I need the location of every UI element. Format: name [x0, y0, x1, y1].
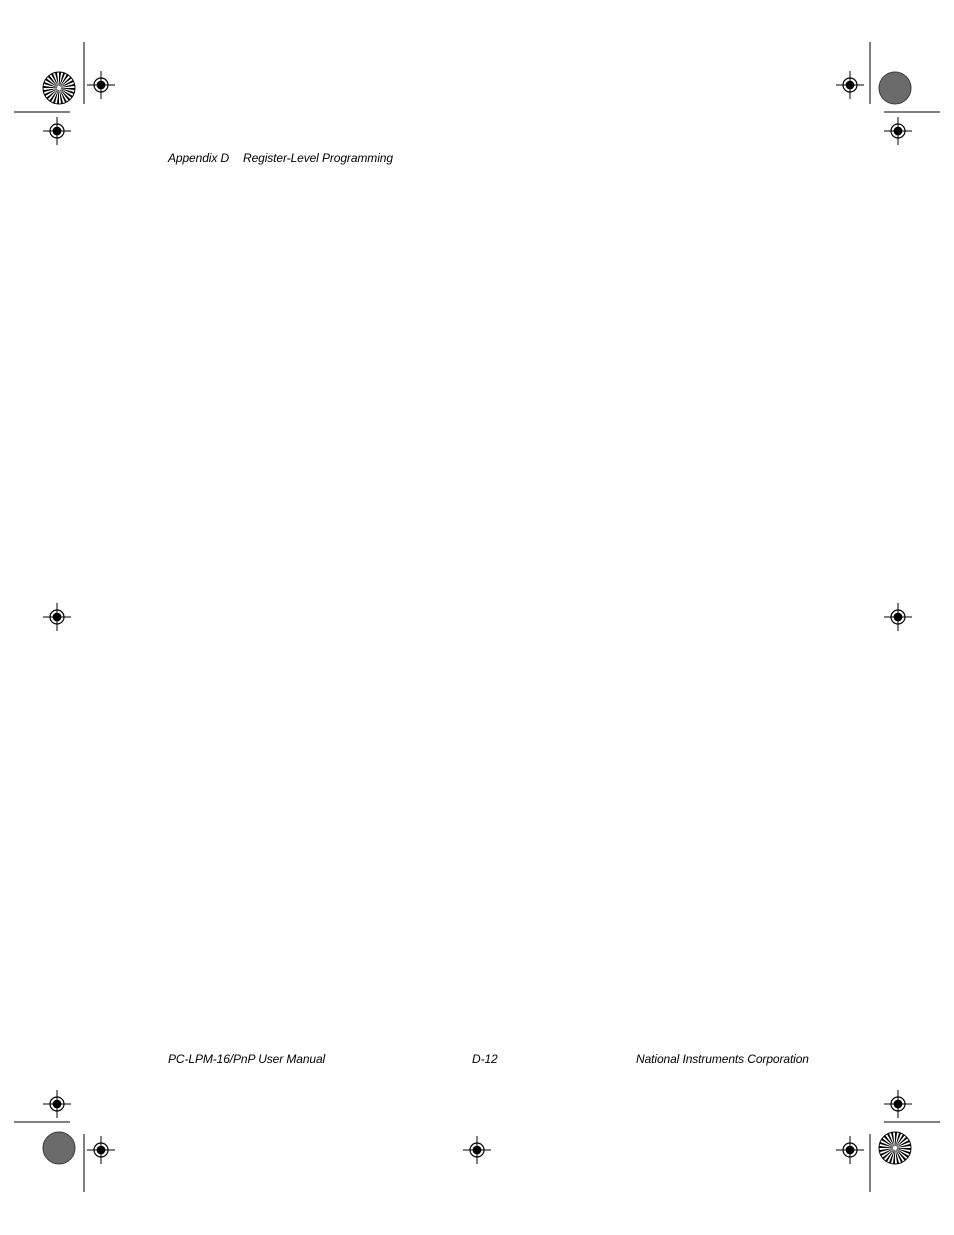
running-header-section-title: Register-Level Programming	[243, 151, 393, 165]
footer-company: National Instruments Corporation	[636, 1052, 809, 1066]
registration-crosshair-icon	[43, 1090, 71, 1118]
registration-crosshair-icon	[884, 1090, 912, 1118]
registration-crosshair-icon	[836, 1136, 864, 1164]
footer-page-number: D-12	[472, 1052, 498, 1066]
halftone-disc-icon	[879, 72, 911, 104]
running-header-appendix: Appendix D	[168, 151, 230, 165]
starburst-target-icon	[879, 1132, 911, 1164]
crop-lines	[14, 42, 940, 1192]
registration-crosshair-icon	[87, 71, 115, 99]
registration-crosshair-icon	[43, 603, 71, 631]
registration-crosshair-icon	[463, 1136, 491, 1164]
registration-crosshair-icon	[87, 1136, 115, 1164]
registration-crosshair-icon	[884, 603, 912, 631]
starburst-target-icon	[43, 72, 75, 104]
registration-crosshair-icon	[43, 117, 71, 145]
registration-crosshair-icon	[836, 71, 864, 99]
registration-crosshair-icon	[884, 117, 912, 145]
footer-manual-title: PC-LPM-16/PnP User Manual	[168, 1052, 326, 1066]
halftone-disc-icon	[43, 1132, 75, 1164]
